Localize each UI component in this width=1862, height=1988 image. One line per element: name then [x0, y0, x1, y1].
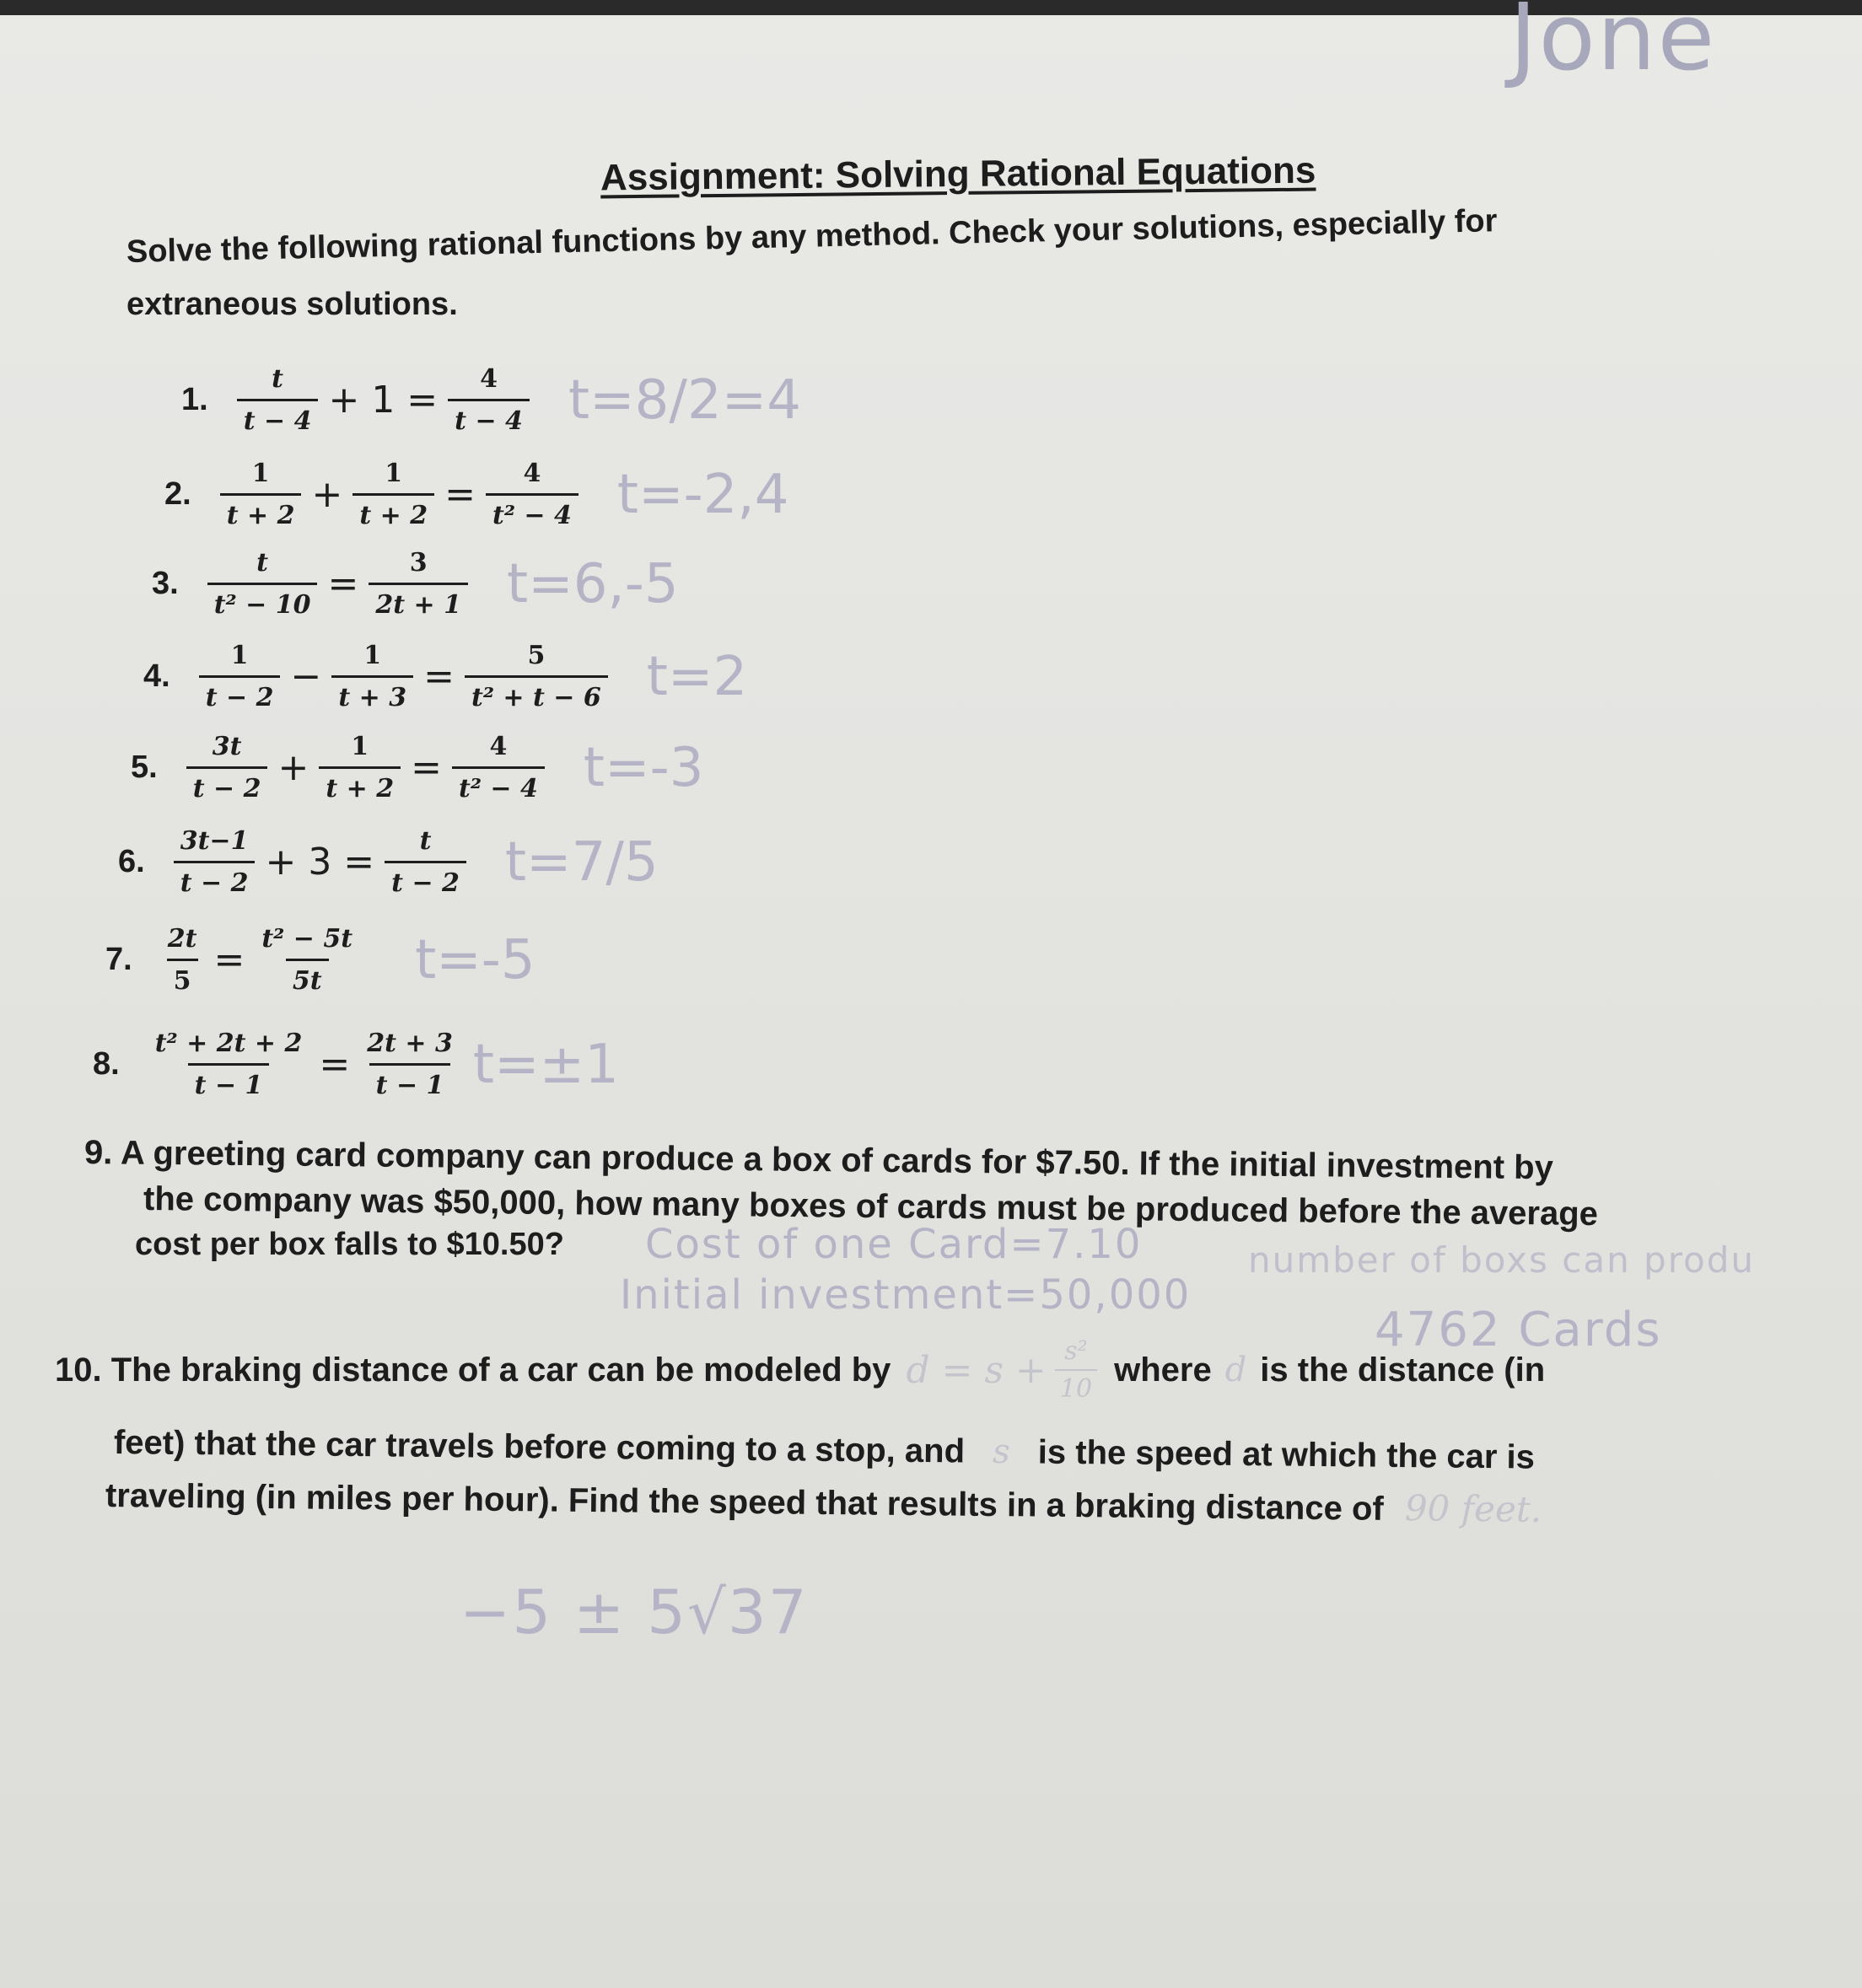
problem-9-work-investment: Initial investment=50,000	[620, 1271, 1192, 1319]
fraction: $\frac{t}{t - 4}$	[237, 364, 319, 436]
problem-9-line-1: 9. A greeting card company can produce a box of cards for $7.50. If the initial investment by	[83, 1134, 1554, 1187]
braking-formula: d = s + $\frac{\text{s²}}{10}$	[906, 1336, 1097, 1404]
fraction: $\frac{4}{\text{t² − 4}}$	[452, 732, 545, 803]
instructions-line-1: Solve the following rational functions by any method. Check your solutions, especially for	[126, 203, 1498, 270]
instructions-line-2: extraneous solutions.	[126, 287, 458, 322]
problem-10-line-2: feet) that the car travels before coming to a stop, and s is the speed at which the car is	[113, 1424, 1536, 1476]
page-title: Assignment: Solving Rational Equations	[600, 149, 1316, 199]
operator: =	[319, 1043, 351, 1086]
fraction: $\frac{3t-1}{t - 2}$	[174, 826, 256, 898]
operator: =	[213, 938, 245, 981]
problem-9-work-answer: 4762 Cards	[1375, 1303, 1662, 1357]
corner-name: Jone	[1510, 0, 1717, 91]
fraction: $\frac{\text{t² + 2t + 2}}{t - 1}$	[154, 1029, 303, 1100]
problem-10-text: where	[1114, 1351, 1212, 1389]
problem-number: 1.	[181, 382, 208, 417]
handwritten-answer: t=-2,4	[616, 463, 789, 526]
problem-7	[105, 924, 535, 996]
problem-3	[152, 548, 679, 620]
handwritten-answer: t=6,-5	[507, 552, 679, 615]
problem-number: 7.	[105, 942, 132, 977]
fraction: $\frac{1}{t - 2}$	[199, 641, 281, 712]
operator: =	[444, 473, 476, 516]
problem-9-line-2: the company was $50,000, how many boxes of cards must be produced before the average	[143, 1180, 1599, 1233]
problem-1	[181, 364, 801, 436]
handwritten-answer: t=8/2=4	[568, 368, 801, 432]
problem-number: 5.	[131, 750, 158, 785]
problem-10-text: is the distance (in	[1260, 1351, 1546, 1389]
problem-number: 3.	[152, 566, 179, 601]
problem-6	[118, 826, 659, 898]
fraction: $\frac{t}{t - 2}$	[385, 826, 466, 898]
fraction: $\frac{3t}{t - 2}$	[186, 732, 268, 803]
fraction: $\frac{\text{t² − 5t}}{5t}$	[261, 924, 353, 996]
operator: =	[423, 655, 455, 698]
problem-9-line-3: cost per box falls to $10.50?	[135, 1227, 564, 1262]
fraction: $\frac{5}{\text{t² + t − 6}}$	[465, 641, 608, 712]
operator: + 1 =	[328, 379, 439, 422]
problem-8	[93, 1029, 619, 1100]
problem-number: 4.	[143, 658, 170, 694]
operator: + 3 =	[265, 841, 375, 884]
operator: −	[290, 655, 322, 698]
handwritten-answer: t=-3	[583, 736, 704, 799]
problem-number: 6.	[118, 844, 145, 879]
problem-10-answer: −5 ± 5√37	[460, 1577, 809, 1647]
braking-distance-value: 90 feet.	[1404, 1487, 1542, 1530]
problem-9-work-cost: Cost of one Card=7.10	[645, 1221, 1143, 1268]
fraction: $\frac{4}{t - 4}$	[448, 364, 530, 436]
fraction: $\frac{1}{t + 2}$	[352, 459, 434, 530]
operator: +	[277, 746, 309, 789]
handwritten-answer: t=2	[646, 645, 748, 708]
operator: +	[311, 473, 343, 516]
problem-number: 2.	[164, 476, 191, 512]
problem-number: 8.	[93, 1046, 120, 1082]
fraction: $\frac{1}{t + 2}$	[319, 732, 401, 803]
fraction: $\frac{2t + 3}{t - 1}$	[367, 1029, 453, 1100]
problem-9-work-number: number of boxs can produ	[1248, 1239, 1756, 1281]
problem-5	[131, 732, 703, 803]
fraction: $\frac{2t}{5}$	[167, 924, 197, 996]
variable-s: s	[992, 1432, 1010, 1472]
handwritten-answer: t=±1	[472, 1033, 619, 1096]
fraction: $\frac{t}{\text{t² − 10}}$	[207, 548, 318, 620]
operator: =	[411, 746, 442, 789]
handwritten-answer: t=-5	[415, 928, 535, 991]
fraction: $\frac{4}{\text{t² − 4}}$	[486, 459, 579, 530]
fraction: $\frac{1}{t + 2}$	[220, 459, 302, 530]
problem-10-line-1	[55, 1336, 1545, 1404]
fraction: $\frac{1}{t + 3}$	[331, 641, 413, 712]
operator: =	[327, 562, 359, 605]
variable-d: d	[1224, 1351, 1247, 1389]
problem-10-text: 10. The braking distance of a car can be modeled by	[55, 1351, 891, 1389]
fraction: $\frac{3}{2t + 1}$	[369, 548, 468, 620]
handwritten-answer: t=7/5	[504, 830, 659, 894]
problem-2	[164, 459, 788, 530]
problem-10-line-3: traveling (in miles per hour). Find the speed that results in a braking distance of 90 feet.	[105, 1477, 1542, 1530]
problem-4	[143, 641, 747, 712]
